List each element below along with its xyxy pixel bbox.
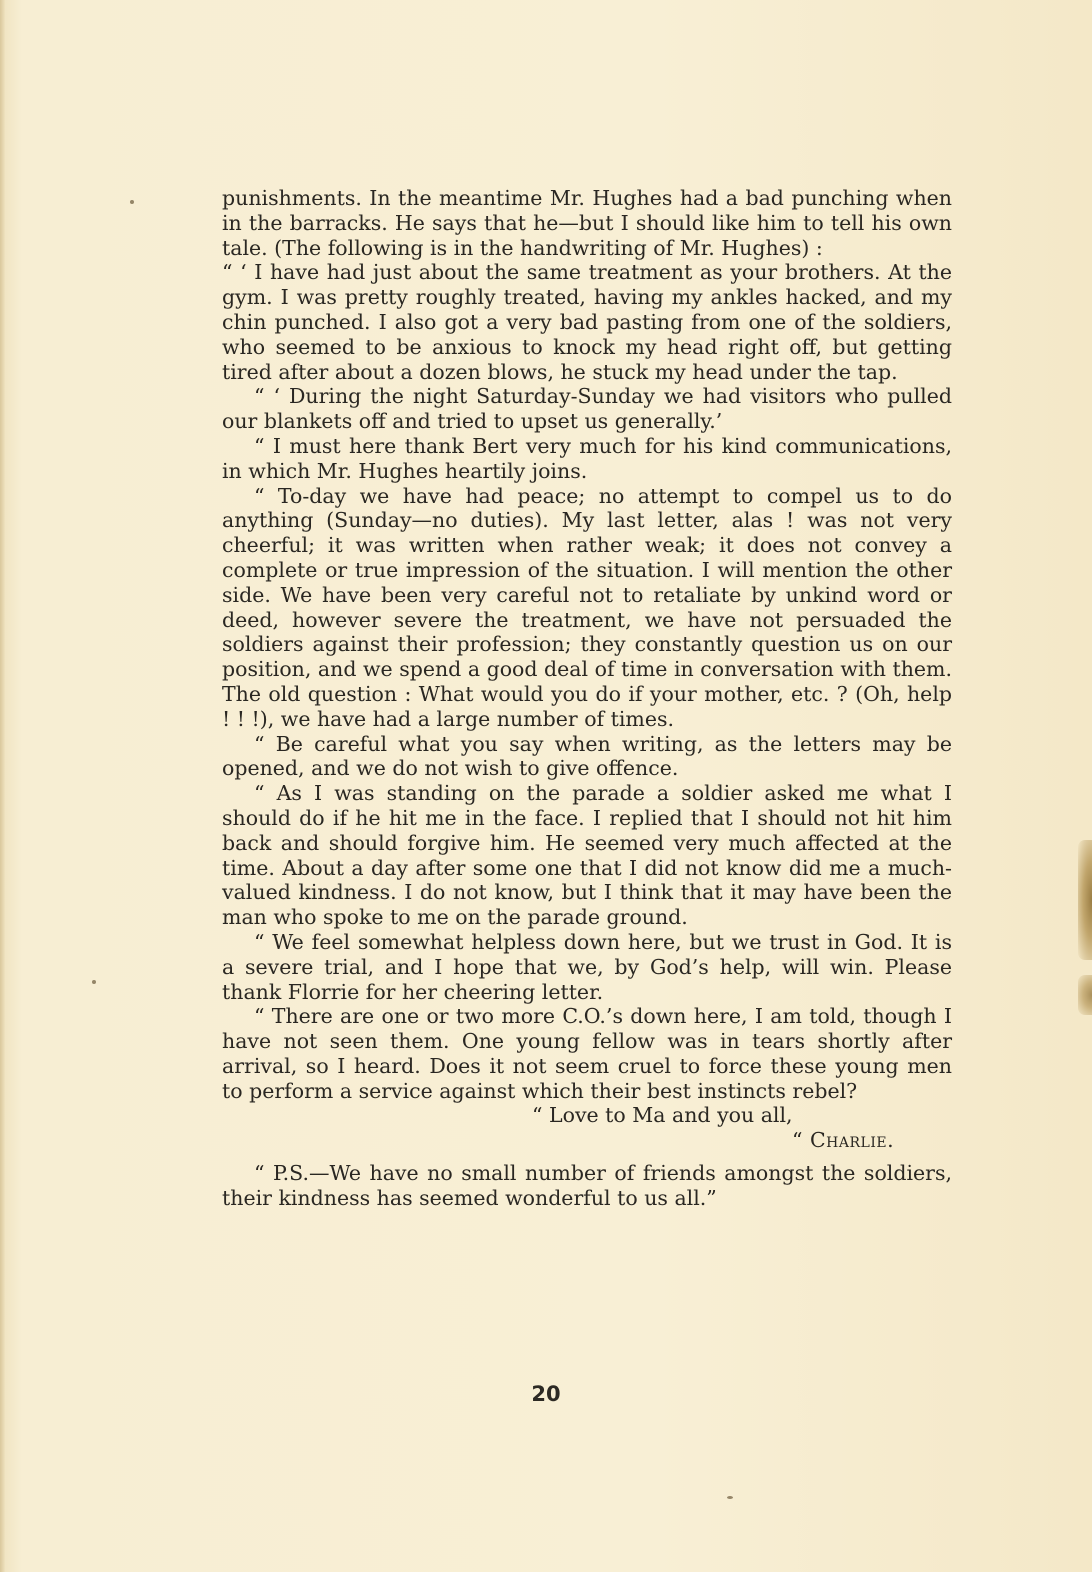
paragraph-opening: punishments. In the meantime Mr. Hughes had a bad punching when in the barracks. He says that he—but I should like him to tell his own tale. (The following is in the handwriting of Mr. Hughes) : [222, 186, 952, 260]
letter-signature: “ Charlie. [792, 1128, 895, 1153]
paragraph-hughes-treatment: “ ‘ I have had just about the same treatment as your brothers. At the gym. I was pretty roughly treated, having my ankles hacked, and my chin punched. I also got a very bad pasting from one of the soldiers, who seemed to be anxious to knock my head right off, but getting tired after about a dozen blows, he stuck my head under the tap. [222, 260, 952, 384]
paragraph-be-careful: “ Be careful what you say when writing, as the letters may be opened, and we do not wish to give offence. [222, 731, 952, 781]
page-stain-mark [1078, 975, 1092, 1015]
page-speck [727, 1496, 733, 1499]
letter-body [222, 186, 952, 1211]
page-edge-shadow [0, 0, 5, 1572]
letter-closing: “ Love to Ma and you all, [532, 1103, 793, 1128]
letter-postscript: “ P.S.—We have no small number of friends amongst the soldiers, their kindness has seemed wonderful to us all.” [222, 1161, 952, 1210]
paragraph-more-cos: “ There are one or two more C.O.’s down here, I am told, though I have not seen them. One young fellow was in tears shortly after arrival, so I heard. Does it not seem cruel to force these young men to perform a service against which their best instincts rebel? [222, 1004, 952, 1103]
paragraph-night-visitors: “ ‘ During the night Saturday-Sunday we had visitors who pulled our blankets off and tried to upset us generally.’ [222, 384, 952, 434]
page-speck [130, 200, 134, 204]
paragraph-thanks-bert: “ I must here thank Bert very much for his kind communications, in which Mr. Hughes heartily joins. [222, 433, 952, 483]
paragraph-parade: “ As I was standing on the parade a soldier asked me what I should do if he hit me in the face. I replied that I should not hit him back and should forgive him. He seemed very much affected at the time. About a day after some one that I did not know did me a much-valued kindness. I do not know, but I think that it may have been the man who spoke to me on the parade ground. [222, 781, 952, 930]
page-number: 20 [531, 1382, 561, 1406]
page-stain-mark [1078, 840, 1092, 960]
paragraph-helpless: “ We feel somewhat helpless down here, but we trust in God. It is a severe trial, and I hope that we, by God’s help, will win. Please thank Florrie for her cheering letter. [222, 929, 952, 1004]
paragraph-today-peace: “ To-day we have had peace; no attempt to compel us to do anything (Sunday—no duties). My last letter, alas ! was not very cheerful; it was written when rather weak; it does not convey a complete or true impression of the situation. I will mention the other side. We have been very careful not to retaliate by unkind word or deed, however severe the treatment, we have not persuaded the soldiers against their profession; they constantly question us on our position, and we spend a good deal of time in conversation with them. The old question : What would you do if your mother, etc. ? (Oh, help ! ! !), we have had a large number of times. [222, 483, 952, 731]
page-speck [92, 980, 96, 984]
